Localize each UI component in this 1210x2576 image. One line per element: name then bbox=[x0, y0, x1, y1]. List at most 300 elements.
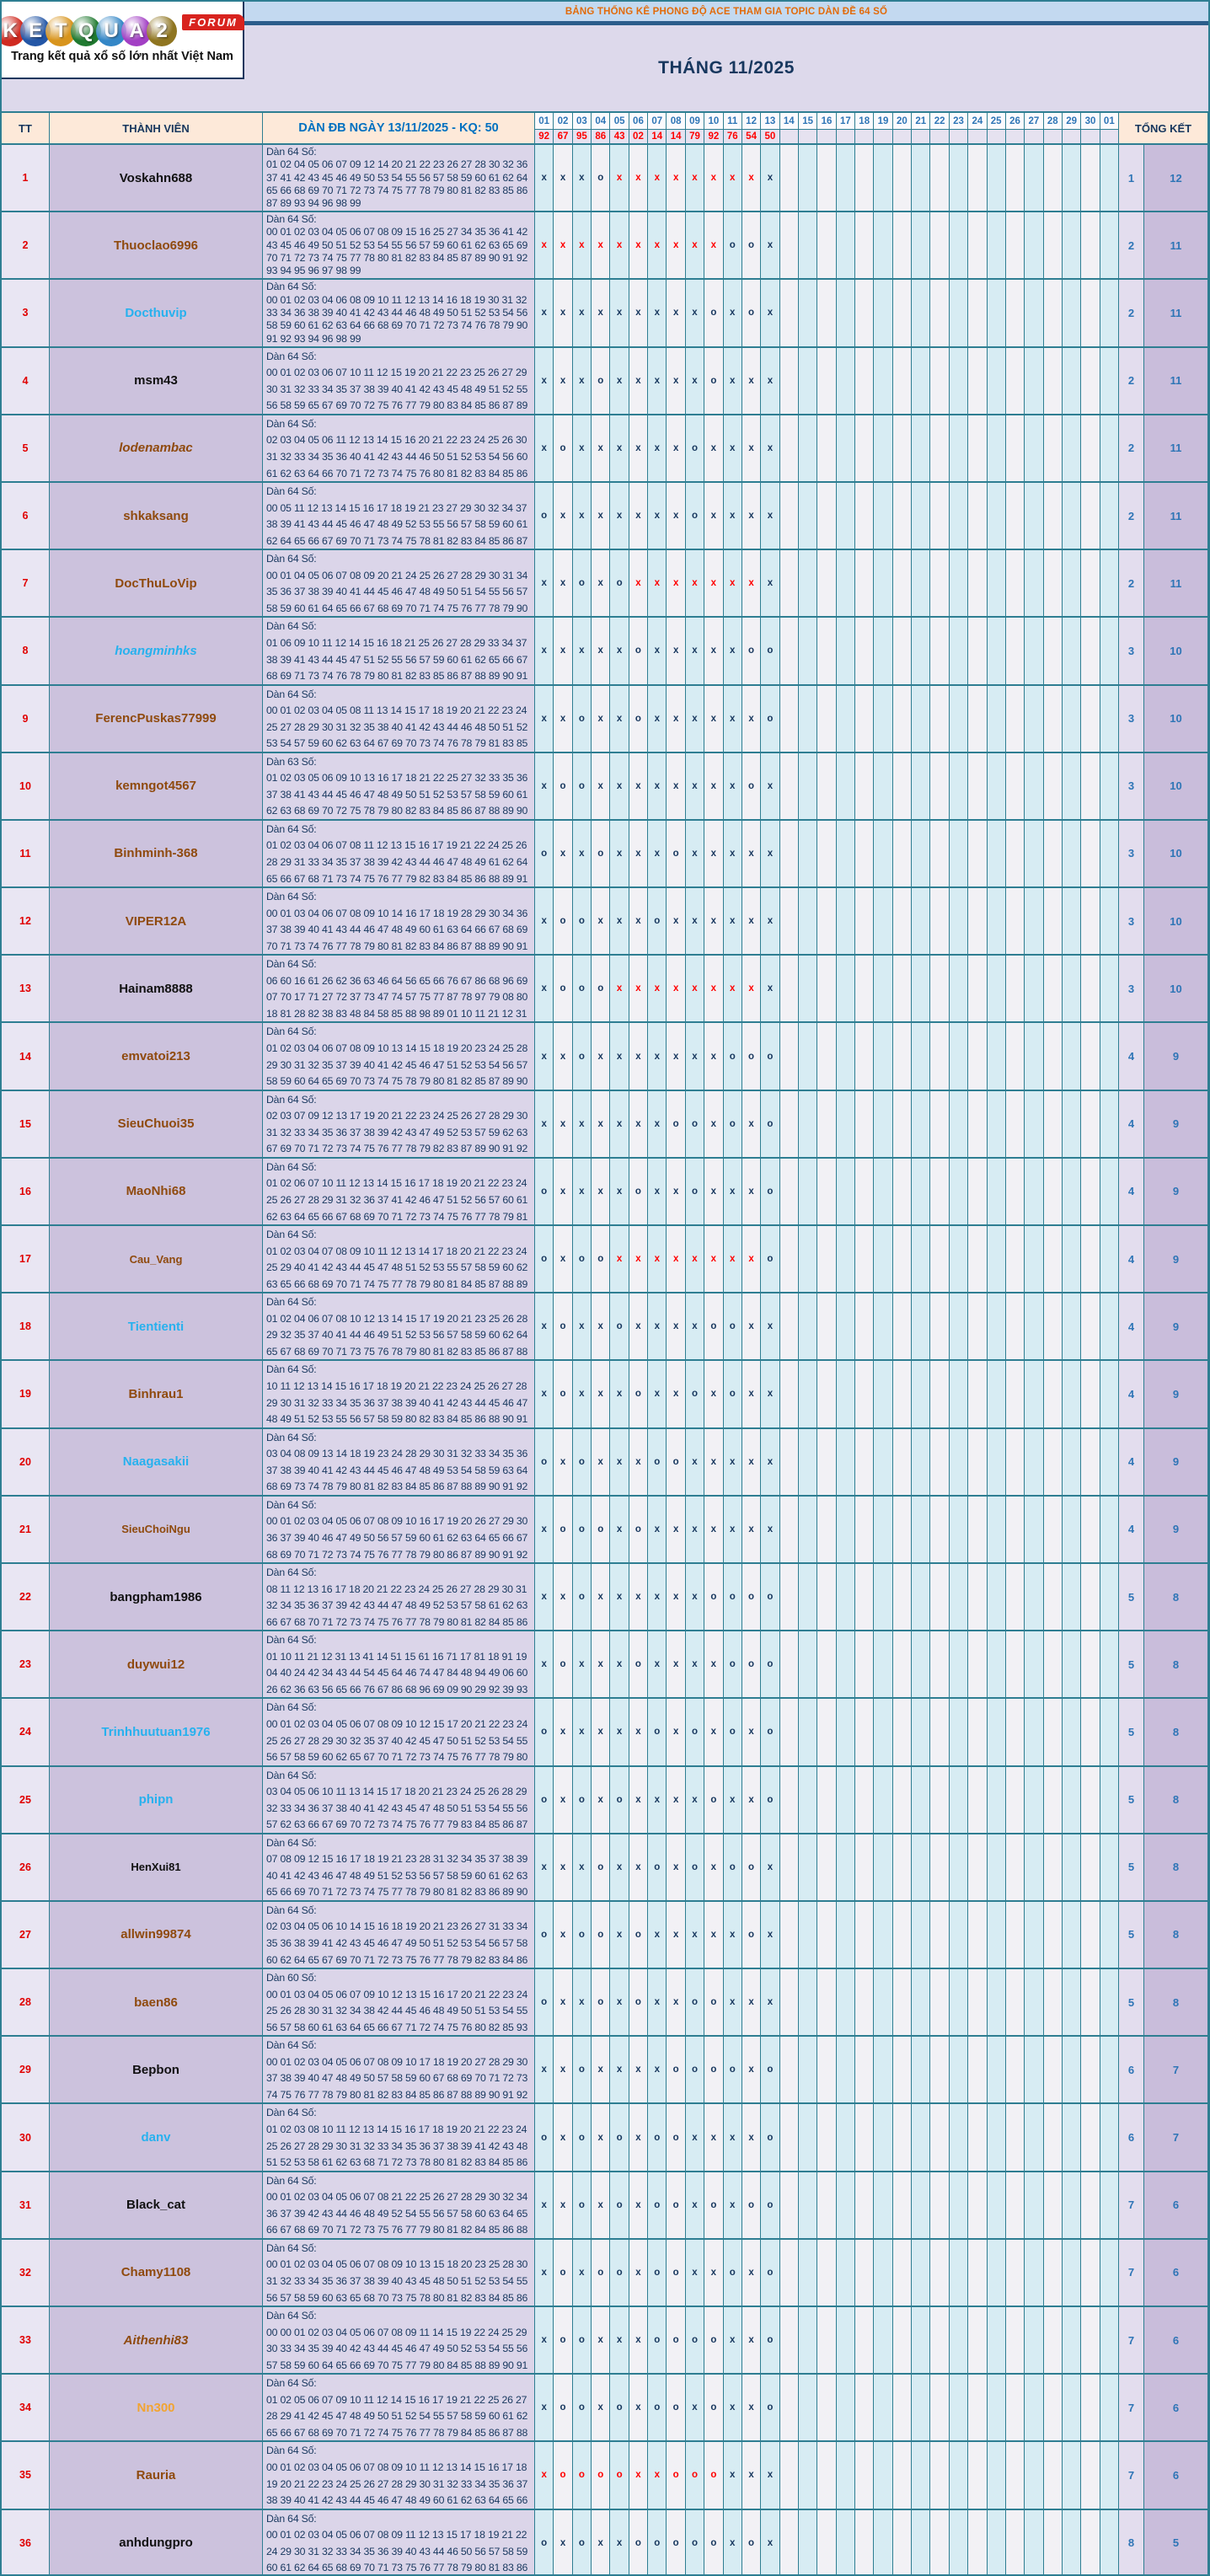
dan-number-line: 38 39 40 41 42 43 44 45 46 47 48 49 60 61 62 63 64 65 66 bbox=[266, 2494, 528, 2507]
member-name[interactable]: DocThuLoVip bbox=[50, 550, 263, 616]
member-name[interactable]: danv bbox=[50, 2104, 263, 2170]
day-cell bbox=[950, 618, 968, 683]
day-number: 25 bbox=[988, 113, 1005, 130]
member-name[interactable]: Binhminh-368 bbox=[50, 821, 263, 886]
dan-numbers bbox=[263, 1631, 535, 1697]
result-mark: x bbox=[692, 2267, 698, 2278]
result-mark: x bbox=[579, 511, 585, 522]
day-cell bbox=[968, 888, 987, 954]
day-cell bbox=[742, 1497, 761, 1562]
day-cell bbox=[724, 618, 742, 683]
result-mark: o bbox=[634, 1997, 641, 2008]
dan-number-line: 57 58 59 60 64 65 66 69 70 75 77 79 80 84 85 88 89 90 91 bbox=[266, 2359, 528, 2371]
day-cell bbox=[629, 1159, 648, 1224]
day-cell bbox=[1044, 1497, 1063, 1562]
day-cell bbox=[988, 415, 1006, 481]
member-name[interactable]: duywui12 bbox=[50, 1631, 263, 1697]
summary-miss-count: 7 bbox=[1119, 2307, 1144, 2373]
day-cell bbox=[893, 1564, 912, 1630]
result-mark: o bbox=[597, 375, 604, 386]
result-mark: x bbox=[635, 983, 641, 994]
day-cell bbox=[912, 1767, 930, 1833]
summary-win-count: 10 bbox=[1144, 888, 1208, 954]
day-cell bbox=[1025, 1429, 1043, 1495]
day-cell bbox=[629, 1293, 648, 1359]
result-mark: x bbox=[616, 1861, 623, 1872]
day-cell bbox=[742, 618, 761, 683]
result-mark: x bbox=[616, 713, 623, 724]
summary-miss-count: 2 bbox=[1119, 415, 1144, 481]
summary-miss-count: 5 bbox=[1119, 1564, 1144, 1630]
day-result bbox=[817, 130, 835, 143]
day-cell bbox=[837, 1564, 855, 1630]
day-column-header bbox=[1044, 113, 1063, 143]
member-name[interactable]: VIPER12A bbox=[50, 888, 263, 954]
day-cell bbox=[1081, 1023, 1100, 1089]
day-cell bbox=[629, 145, 648, 211]
day-cell bbox=[799, 1902, 817, 1968]
member-name[interactable]: HenXui81 bbox=[50, 1834, 263, 1900]
dan-label: Dàn 64 Số: bbox=[266, 1363, 317, 1376]
result-mark: o bbox=[634, 1389, 641, 1400]
day-cell bbox=[855, 2442, 874, 2508]
dan-label: Dàn 64 Số: bbox=[266, 2310, 317, 2322]
day-cell bbox=[1081, 1497, 1100, 1562]
result-mark: x bbox=[579, 1321, 585, 1332]
day-cell bbox=[610, 618, 629, 683]
result-mark: x bbox=[767, 1456, 774, 1467]
day-cell bbox=[799, 1429, 817, 1495]
result-mark: x bbox=[597, 780, 603, 791]
member-name[interactable]: emvatoi213 bbox=[50, 1023, 263, 1089]
day-cell bbox=[667, 1091, 685, 1157]
day-cell bbox=[742, 2104, 761, 2170]
member-name[interactable]: Docthuvip bbox=[50, 280, 263, 345]
result-mark: x bbox=[672, 578, 679, 589]
day-cell bbox=[893, 1226, 912, 1292]
day-cell bbox=[1006, 1023, 1025, 1089]
summary-win-count: 10 bbox=[1144, 956, 1208, 1021]
day-cell bbox=[742, 1631, 761, 1697]
member-name[interactable]: Rauria bbox=[50, 2442, 263, 2508]
tt-cell: 12 bbox=[2, 888, 50, 954]
day-cell bbox=[817, 2510, 836, 2576]
member-name[interactable]: Black_cat bbox=[50, 2172, 263, 2238]
member-name[interactable]: msm43 bbox=[50, 348, 263, 414]
day-cell bbox=[893, 2240, 912, 2306]
member-row bbox=[2, 1564, 1208, 1631]
day-cell bbox=[554, 1429, 572, 1495]
member-name[interactable]: lodenambac bbox=[50, 415, 263, 481]
tt-cell: 14 bbox=[2, 1023, 50, 1089]
day-cell bbox=[1100, 2375, 1119, 2440]
result-mark: x bbox=[692, 1456, 698, 1467]
result-mark: o bbox=[559, 2335, 566, 2346]
day-cell bbox=[592, 1564, 610, 1630]
day-cell bbox=[742, 1226, 761, 1292]
dan-numbers bbox=[263, 1767, 535, 1833]
day-number: 29 bbox=[1063, 113, 1080, 130]
dan-number-line: 65 66 68 69 70 71 72 73 74 75 77 78 79 80 81 82 83 85 86 bbox=[266, 184, 528, 196]
result-mark: x bbox=[616, 1997, 623, 2008]
day-cell bbox=[930, 753, 949, 819]
day-cell bbox=[573, 1497, 592, 1562]
day-cell bbox=[988, 2375, 1006, 2440]
day-cell bbox=[592, 956, 610, 1021]
result-mark: x bbox=[597, 916, 603, 927]
member-name[interactable]: baen86 bbox=[50, 1969, 263, 2035]
day-cell bbox=[780, 2510, 799, 2576]
result-mark: o bbox=[634, 713, 641, 724]
day-cell bbox=[648, 1429, 667, 1495]
result-mark: x bbox=[767, 2537, 774, 2548]
dan-label: Dàn 64 Số: bbox=[266, 1026, 317, 1038]
day-cell bbox=[780, 888, 799, 954]
day-cell bbox=[988, 1159, 1006, 1224]
day-cell bbox=[629, 1226, 648, 1292]
day-cell bbox=[837, 415, 855, 481]
day-cell bbox=[648, 212, 667, 278]
member-name[interactable]: Aithenhi83 bbox=[50, 2307, 263, 2373]
result-mark: o bbox=[767, 2132, 774, 2143]
day-cell bbox=[1044, 2240, 1063, 2306]
day-cell bbox=[535, 2172, 554, 2238]
day-cell bbox=[1100, 821, 1119, 886]
result-mark: x bbox=[635, 916, 641, 927]
day-column-header bbox=[610, 113, 629, 143]
result-mark: x bbox=[579, 848, 585, 859]
day-cell bbox=[855, 348, 874, 414]
result-mark: o bbox=[541, 511, 548, 522]
col-header-tt: TT bbox=[2, 113, 50, 143]
member-name[interactable]: bangpham1986 bbox=[50, 1564, 263, 1630]
day-cell bbox=[817, 1159, 836, 1224]
day-cell bbox=[1025, 348, 1043, 414]
summary-win-count: 8 bbox=[1144, 1834, 1208, 1900]
dan-number-line: 56 58 59 65 67 69 70 72 75 76 77 79 80 83 84 85 86 87 89 bbox=[266, 399, 528, 412]
result-mark: o bbox=[616, 2402, 623, 2413]
day-cell bbox=[1063, 1699, 1081, 1765]
day-cell bbox=[837, 956, 855, 1021]
result-mark: o bbox=[729, 2065, 736, 2075]
result-mark: x bbox=[767, 578, 774, 589]
day-cell bbox=[930, 821, 949, 886]
day-cell bbox=[1100, 1293, 1119, 1359]
result-mark: o bbox=[729, 2267, 736, 2278]
logo-letter-icon: T bbox=[46, 16, 76, 46]
member-name[interactable]: Bepbon bbox=[50, 2037, 263, 2102]
day-cell bbox=[988, 212, 1006, 278]
day-cell bbox=[912, 2375, 930, 2440]
dan-label: Dàn 64 Số: bbox=[266, 620, 317, 633]
day-cell bbox=[554, 212, 572, 278]
summary-win-count: 11 bbox=[1144, 280, 1208, 345]
day-cell bbox=[893, 1699, 912, 1765]
day-cell bbox=[893, 1902, 912, 1968]
result-mark: x bbox=[635, 308, 641, 319]
day-cell bbox=[1006, 1361, 1025, 1427]
day-cell bbox=[724, 2375, 742, 2440]
day-cell bbox=[837, 1159, 855, 1224]
day-cell bbox=[1081, 956, 1100, 1021]
result-mark: o bbox=[541, 1794, 548, 1805]
day-cell bbox=[799, 821, 817, 886]
day-cell bbox=[667, 1361, 685, 1427]
dan-number-line: 53 54 57 59 60 62 63 64 67 69 70 73 74 76 78 79 81 83 85 bbox=[266, 737, 528, 750]
day-cell bbox=[893, 2510, 912, 2576]
day-cell bbox=[1100, 888, 1119, 954]
result-mark: o bbox=[710, 308, 717, 319]
col-header-total: TỔNG KẾT bbox=[1119, 113, 1208, 143]
summary-miss-count: 3 bbox=[1119, 956, 1144, 1021]
dan-numbers bbox=[263, 1023, 535, 1089]
day-cell bbox=[1025, 1564, 1043, 1630]
day-cell bbox=[573, 1631, 592, 1697]
result-mark: o bbox=[541, 1254, 548, 1265]
day-cell bbox=[554, 1902, 572, 1968]
result-mark: x bbox=[559, 2065, 566, 2075]
day-cell bbox=[742, 753, 761, 819]
day-cell bbox=[686, 1293, 704, 1359]
result-mark: x bbox=[730, 308, 736, 319]
day-cell bbox=[930, 2307, 949, 2373]
day-cell bbox=[968, 2240, 987, 2306]
day-cell bbox=[686, 1564, 704, 1630]
day-cell bbox=[874, 483, 892, 549]
dan-number-line: 58 59 60 64 65 69 70 73 74 75 78 79 80 81 82 85 87 89 90 bbox=[266, 1075, 528, 1088]
day-cell bbox=[930, 2037, 949, 2102]
dan-number-line: 38 39 41 43 44 45 46 47 48 49 52 53 55 56 57 58 59 60 61 bbox=[266, 518, 528, 531]
day-cell bbox=[1063, 821, 1081, 886]
day-cell bbox=[648, 1834, 667, 1900]
member-name[interactable]: allwin99874 bbox=[50, 1902, 263, 1968]
day-cell bbox=[950, 2172, 968, 2238]
day-cell bbox=[912, 1361, 930, 1427]
day-cell bbox=[1063, 888, 1081, 954]
summary-miss-count: 4 bbox=[1119, 1361, 1144, 1427]
day-cell bbox=[1025, 888, 1043, 954]
result-mark: x bbox=[672, 1929, 679, 1940]
day-number: 13 bbox=[761, 113, 779, 130]
day-cell bbox=[1100, 2442, 1119, 2508]
day-cell bbox=[912, 145, 930, 211]
day-cell bbox=[1081, 1293, 1100, 1359]
day-cell bbox=[1044, 1699, 1063, 1765]
day-cell bbox=[554, 1564, 572, 1630]
dan-label: Dàn 64 Số: bbox=[266, 213, 317, 226]
day-cell bbox=[817, 2240, 836, 2306]
member-name[interactable]: FerencPuskas77999 bbox=[50, 686, 263, 752]
day-cell bbox=[799, 1969, 817, 2035]
day-result bbox=[780, 130, 798, 143]
day-cell bbox=[950, 1159, 968, 1224]
result-mark: x bbox=[616, 308, 623, 319]
summary-win-count: 11 bbox=[1144, 348, 1208, 414]
tt-cell: 33 bbox=[2, 2307, 50, 2373]
result-mark: x bbox=[710, 1727, 717, 1738]
result-mark: x bbox=[748, 375, 754, 386]
day-cell bbox=[1081, 1226, 1100, 1292]
day-cell bbox=[893, 1767, 912, 1833]
day-cell bbox=[573, 618, 592, 683]
day-cell bbox=[629, 415, 648, 481]
day-cell bbox=[1100, 1834, 1119, 1900]
logo-letter-icon: U bbox=[96, 16, 126, 46]
day-cell bbox=[535, 550, 554, 616]
dan-label: Dàn 64 Số: bbox=[266, 2445, 317, 2457]
dan-numbers bbox=[263, 888, 535, 954]
result-mark: x bbox=[559, 1592, 566, 1603]
stats-title: BẢNG THỐNG KÊ PHONG ĐỘ ACE THAM GIA TOPIC DÀN ĐỀ 64 SỐ bbox=[565, 6, 888, 17]
member-name[interactable]: Thuoclao6996 bbox=[50, 212, 263, 278]
day-cell bbox=[1044, 2172, 1063, 2238]
day-cell bbox=[1081, 2037, 1100, 2102]
dan-number-line: 28 29 31 33 34 35 37 38 39 42 43 44 46 47 48 49 61 62 64 bbox=[266, 856, 528, 869]
member-name[interactable]: phipn bbox=[50, 1767, 263, 1833]
day-number: 20 bbox=[893, 113, 911, 130]
site-logo[interactable] bbox=[2, 2, 244, 79]
result-mark: x bbox=[654, 308, 660, 319]
day-cell bbox=[554, 1293, 572, 1359]
day-cell bbox=[1081, 753, 1100, 819]
member-name[interactable]: Voskahn688 bbox=[50, 145, 263, 211]
day-cell bbox=[554, 956, 572, 1021]
day-cell bbox=[988, 2172, 1006, 2238]
result-mark: x bbox=[748, 1321, 754, 1332]
dan-label: Dàn 64 Số: bbox=[266, 2377, 317, 2390]
day-cell bbox=[573, 2037, 592, 2102]
day-cell bbox=[1025, 1497, 1043, 1562]
day-cell bbox=[1044, 1023, 1063, 1089]
day-cell bbox=[610, 686, 629, 752]
member-name[interactable]: Chamy1108 bbox=[50, 2240, 263, 2306]
day-cell bbox=[1063, 753, 1081, 819]
tt-cell: 23 bbox=[2, 1631, 50, 1697]
member-name[interactable]: hoangminhks bbox=[50, 618, 263, 683]
day-cell bbox=[968, 1631, 987, 1697]
day-result: 92 bbox=[535, 130, 553, 143]
result-mark: x bbox=[730, 713, 736, 724]
member-name[interactable]: Nn300 bbox=[50, 2375, 263, 2440]
member-name[interactable]: Tientienti bbox=[50, 1293, 263, 1359]
member-name[interactable]: kemngot4567 bbox=[50, 753, 263, 819]
day-cell bbox=[1063, 280, 1081, 345]
dan-numbers bbox=[263, 1497, 535, 1562]
result-mark: x bbox=[654, 1524, 660, 1534]
result-mark: x bbox=[579, 1186, 585, 1197]
day-cell bbox=[648, 2442, 667, 2508]
day-cell bbox=[686, 1159, 704, 1224]
day-cell bbox=[724, 888, 742, 954]
member-name[interactable]: SieuChoiNgu bbox=[50, 1497, 263, 1562]
result-mark: x bbox=[579, 1659, 585, 1670]
summary-miss-count: 4 bbox=[1119, 1023, 1144, 1089]
result-mark: x bbox=[541, 2267, 547, 2278]
day-cell bbox=[799, 2172, 817, 2238]
result-mark: x bbox=[710, 173, 717, 184]
result-mark: x bbox=[730, 511, 736, 522]
day-cell bbox=[592, 1767, 610, 1833]
day-cell bbox=[1044, 2104, 1063, 2170]
result-mark: x bbox=[654, 1254, 660, 1265]
result-mark: x bbox=[710, 1389, 717, 1400]
result-mark: o bbox=[729, 1051, 736, 1062]
member-name[interactable]: MaoNhi68 bbox=[50, 1159, 263, 1224]
day-cell bbox=[704, 1361, 723, 1427]
result-mark: x bbox=[559, 1186, 566, 1197]
day-cell bbox=[780, 2104, 799, 2170]
day-cell bbox=[799, 1834, 817, 1900]
day-cell bbox=[893, 686, 912, 752]
day-cell bbox=[724, 1023, 742, 1089]
summary-win-count: 7 bbox=[1144, 2037, 1208, 2102]
tt-cell: 7 bbox=[2, 550, 50, 616]
day-cell bbox=[1081, 1834, 1100, 1900]
summary-win-count: 9 bbox=[1144, 1293, 1208, 1359]
result-mark: x bbox=[730, 2537, 736, 2548]
result-mark: x bbox=[730, 1186, 736, 1197]
result-mark: o bbox=[597, 848, 604, 859]
day-cell bbox=[573, 1564, 592, 1630]
member-name[interactable]: shkaksang bbox=[50, 483, 263, 549]
day-column-header bbox=[535, 113, 554, 143]
day-cell bbox=[610, 483, 629, 549]
day-cell bbox=[799, 1497, 817, 1562]
result-mark: o bbox=[616, 1794, 623, 1805]
day-cell bbox=[742, 888, 761, 954]
member-name[interactable]: Naagasakii bbox=[50, 1429, 263, 1495]
day-cell bbox=[968, 1834, 987, 1900]
member-name[interactable]: SieuChuoi35 bbox=[50, 1091, 263, 1157]
logo-letter-icon: Q bbox=[71, 16, 101, 46]
member-name[interactable]: Cau_Vang bbox=[50, 1226, 263, 1292]
day-cell bbox=[912, 1902, 930, 1968]
day-cell bbox=[686, 686, 704, 752]
dan-number-line: 28 29 41 42 45 47 48 49 50 51 52 54 55 57 58 59 60 61 62 bbox=[266, 2410, 528, 2423]
day-cell bbox=[554, 1159, 572, 1224]
result-mark: o bbox=[541, 1727, 548, 1738]
result-mark: x bbox=[748, 1186, 754, 1197]
summary-miss-count: 2 bbox=[1119, 550, 1144, 616]
dan-number-line: 48 49 51 52 53 55 56 57 58 59 80 82 83 84 85 86 88 90 91 bbox=[266, 1413, 528, 1426]
member-name[interactable]: Trinhhuutuan1976 bbox=[50, 1699, 263, 1765]
result-mark: o bbox=[541, 848, 548, 859]
day-cell bbox=[874, 1902, 892, 1968]
day-cell bbox=[837, 753, 855, 819]
day-cell bbox=[1081, 415, 1100, 481]
result-mark: o bbox=[672, 2470, 679, 2481]
day-cell bbox=[799, 348, 817, 414]
dan-numbers bbox=[263, 1969, 535, 2035]
day-cell bbox=[592, 1699, 610, 1765]
dan-number-line: 36 37 39 40 46 47 49 50 56 57 59 60 61 62 63 64 65 66 67 bbox=[266, 1531, 528, 1544]
result-mark: x bbox=[710, 1186, 717, 1197]
member-name[interactable]: Binhrau1 bbox=[50, 1361, 263, 1427]
summary-miss-count: 6 bbox=[1119, 2037, 1144, 2102]
member-row bbox=[2, 2510, 1208, 2576]
day-cell bbox=[1100, 1429, 1119, 1495]
day-cell bbox=[1063, 1023, 1081, 1089]
summary-miss-count: 5 bbox=[1119, 1902, 1144, 1968]
day-cell bbox=[629, 2172, 648, 2238]
member-name[interactable]: Hainam8888 bbox=[50, 956, 263, 1021]
day-cell bbox=[648, 1226, 667, 1292]
member-name[interactable]: anhdungpro bbox=[50, 2510, 263, 2576]
result-mark: o bbox=[729, 1659, 736, 1670]
day-cell bbox=[592, 1631, 610, 1697]
result-mark: x bbox=[541, 1118, 547, 1129]
day-cell bbox=[648, 1361, 667, 1427]
